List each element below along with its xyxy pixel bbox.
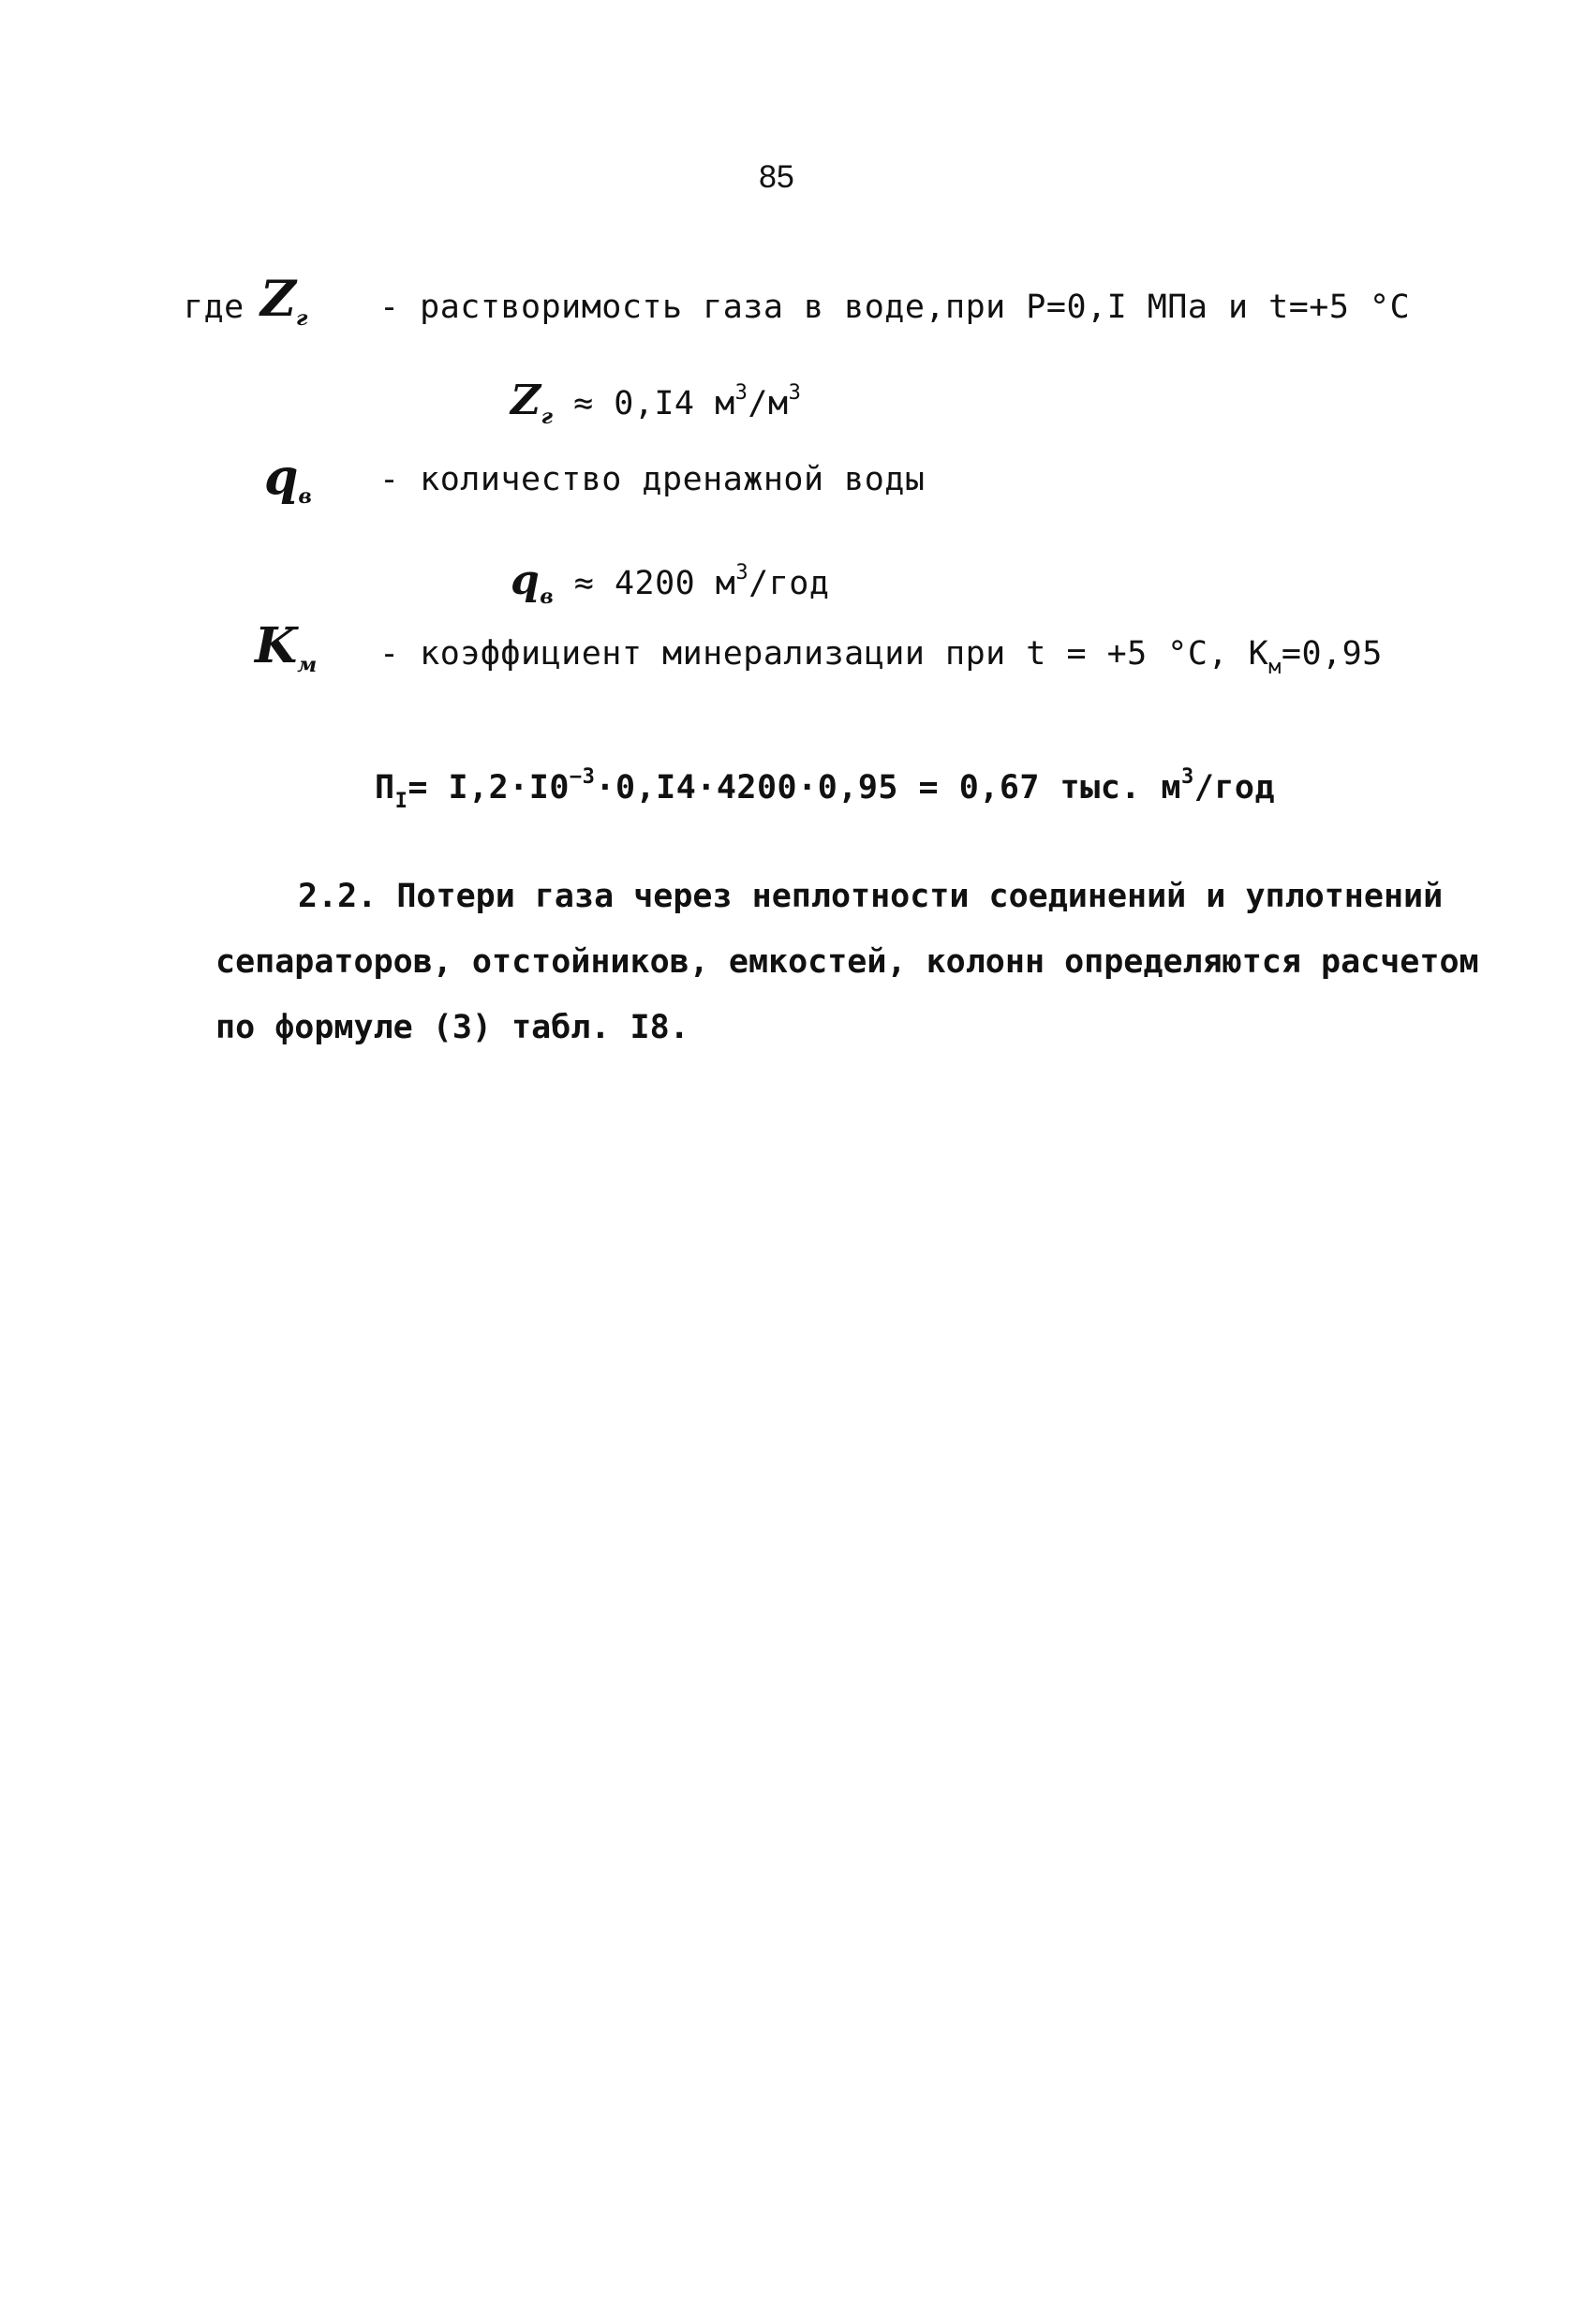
symbol-drainage-water (264, 450, 312, 525)
equation-drainage-water-unit: /год (748, 565, 830, 602)
symbol-gas-solubility (260, 272, 307, 347)
equation-drainage-water (511, 553, 829, 625)
definition-drainage-water: - количество дренажной воды (379, 461, 926, 498)
symbol-gas-solubility-subscript: г (295, 306, 308, 331)
symbol-drainage-water-letter: q (264, 449, 299, 506)
equation-gas-solubility-unit2: /м (748, 385, 789, 422)
formula-exponent: −3 (569, 765, 596, 789)
equation-drainage-water-value: ≈ 4200 м (573, 565, 736, 602)
symbol-mineralization-subscript: м (297, 653, 318, 677)
definition-mineralization-value: =0,95 (1281, 635, 1383, 673)
equation-drainage-water-subscript: в (540, 585, 555, 609)
formula-lhs-subscript: I (394, 790, 408, 813)
equation-gas-solubility-letter: Z (511, 377, 541, 424)
equation-drainage-water-symbol (511, 556, 555, 609)
page-number: 85 (759, 159, 794, 195)
definition-gas-solubility: - растворимость газа в воде,при Р=0,I МПа и t=+5 °С (379, 289, 1411, 326)
paragraph-line-2: сепараторов, отстойников, емкостей, колонн определяются расчетом (215, 943, 1479, 981)
equation-gas-solubility-value: ≈ 0,I4 м (573, 385, 735, 422)
equation-gas-solubility-subscript: г (541, 405, 554, 429)
equation-gas-solubility-sup1: 3 (734, 381, 748, 405)
equation-drainage-water-letter: q (511, 556, 541, 604)
formula-part2: ·0,I4·4200·0,95 = 0,67 тыс. м (595, 769, 1181, 807)
formula-unit-sup: 3 (1181, 765, 1194, 789)
paragraph-line-3: по формуле (3) табл. I8. (215, 1009, 689, 1046)
equation-gas-solubility-sup2: 3 (788, 381, 802, 405)
symbol-drainage-water-subscript: в (298, 484, 312, 509)
equation-gas-solubility (511, 373, 801, 445)
formula-gas-loss (375, 757, 1275, 822)
formula-unit: /год (1193, 769, 1276, 807)
where-word: где (184, 289, 245, 326)
symbol-mineralization-letter: K (255, 617, 298, 674)
equation-drainage-water-sup: 3 (735, 561, 749, 585)
symbol-mineralization (255, 618, 317, 693)
definition-mineralization (379, 633, 1383, 688)
definition-mineralization-subscript: м (1268, 656, 1282, 679)
formula-lhs: П (375, 769, 395, 807)
paragraph-line-1: 2.2. Потери газа через неплотности соединений и уплотнений (298, 878, 1444, 915)
formula-part1: = I,2·I0 (408, 769, 570, 807)
definition-mineralization-text: - коэффициент минерализации при t = +5 °С, K (379, 635, 1269, 673)
equation-gas-solubility-symbol (511, 377, 554, 429)
symbol-gas-solubility-letter: Z (260, 271, 296, 328)
